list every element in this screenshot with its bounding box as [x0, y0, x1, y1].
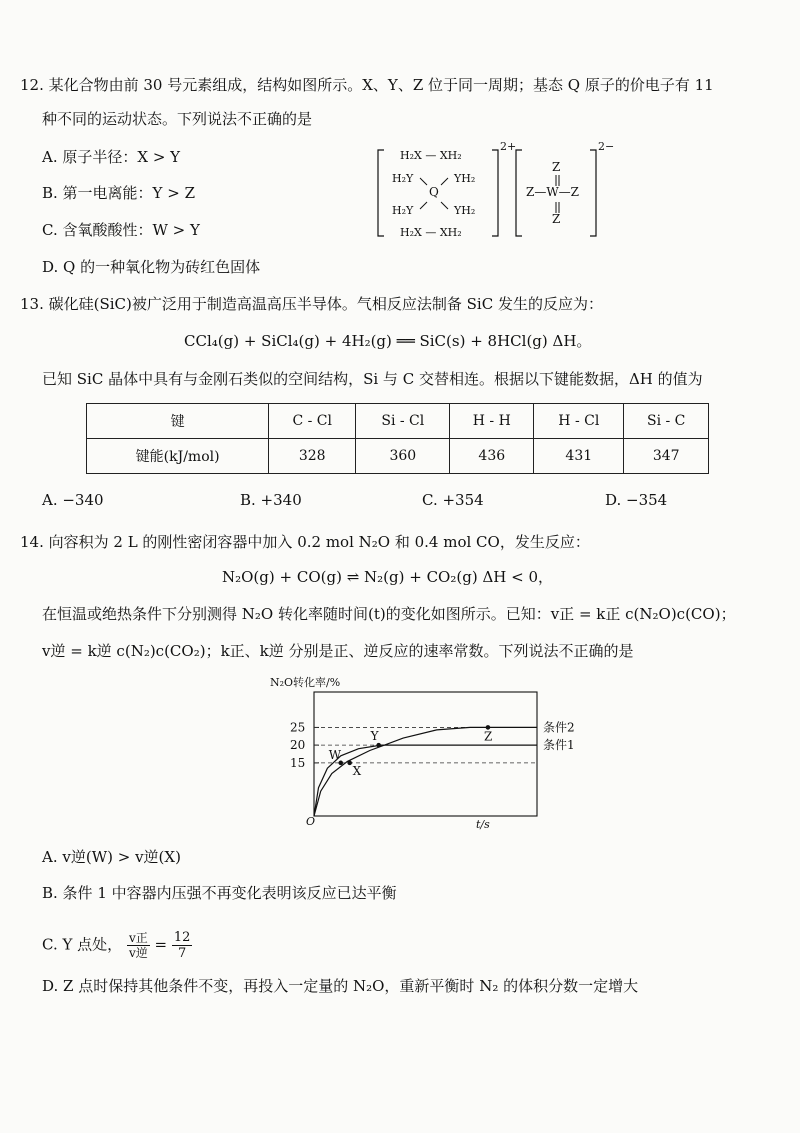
q14-equation: N₂O(g) + CO(g) ⇌ N₂(g) + CO₂(g) ΔH < 0，: [222, 568, 554, 586]
value-fraction: [172, 930, 193, 961]
q13-option-a: A. −340: [42, 491, 104, 509]
anion-charge: 2−: [598, 140, 615, 153]
y-tick-label: 20: [290, 738, 306, 753]
table-cell: 347: [624, 439, 709, 474]
cation-right-bottom-ligand: YH₂: [454, 204, 476, 217]
bond-energy-table: [86, 403, 709, 474]
cation-charge: 2+: [500, 140, 517, 153]
point-label: W: [328, 747, 342, 762]
anion-top-atom: Z: [552, 160, 561, 174]
option-c-prefix: C. Y 点处，: [42, 935, 123, 954]
y-tick-label: 25: [290, 720, 306, 735]
plot-frame: [314, 692, 537, 816]
table-cell: 328: [269, 439, 356, 474]
y-tick-label: 15: [290, 755, 306, 770]
rate-ratio-fraction: [127, 931, 150, 960]
q14-option-d: D. Z 点时保持其他条件不变，再投入一定量的 N₂O，重新平衡时 N₂ 的体积分数一定增大: [42, 977, 639, 995]
q13-equation: CCl₄(g) + SiCl₄(g) + 4H₂(g) ══ SiC(s) + 8HCl(g) ΔH。: [184, 332, 592, 350]
q14-text2: 在恒温或绝热条件下分别测得 N₂O 转化率随时间(t)的变化如图所示。已知：v正 = k正 c(N₂O)c(CO)；: [42, 605, 736, 623]
table-cell: 键能(kJ/mol): [87, 439, 269, 474]
q14-stem: 14. 向容积为 2 L 的刚性密闭容器中加入 0.2 mol N₂O 和 0.4 mol CO，发生反应：: [20, 533, 590, 551]
table-cell: 360: [356, 439, 450, 474]
table-cell: Si - C: [624, 404, 709, 439]
x-axis-label: t/s: [476, 818, 490, 831]
q12-option-c: C. 含氧酸酸性：W > Y: [42, 221, 200, 239]
table-cell: 436: [450, 439, 534, 474]
q12-stem-line2: 种不同的运动状态。下列说法不正确的是: [42, 110, 313, 128]
q14-option-c: [42, 930, 192, 961]
cation-left-top-ligand: H₂Y: [392, 172, 414, 185]
value-numerator: 12: [173, 930, 191, 945]
equals-sign: =: [154, 935, 168, 954]
anion-middle-row: Z—W—Z: [526, 185, 580, 199]
fraction-denominator: v逆: [128, 946, 148, 960]
q12-option-a: A. 原子半径：X > Y: [42, 148, 181, 166]
point-label: Z: [483, 729, 493, 744]
anion-bottom-atom: Z: [552, 212, 561, 226]
table-row: [87, 439, 709, 474]
value-denominator: 7: [177, 946, 187, 961]
data-point: [376, 743, 381, 748]
center-atom-q: Q: [429, 185, 439, 199]
table-cell: C - Cl: [269, 404, 356, 439]
table-header-row: [87, 404, 709, 439]
conversion-chart: [262, 672, 575, 832]
cation-left-bottom-ligand: H₂Y: [392, 204, 414, 217]
point-label: Y: [370, 729, 379, 744]
q12-option-d: D. Q 的一种氧化物为砖红色固体: [42, 258, 261, 276]
table-cell: Si - Cl: [356, 404, 450, 439]
point-label: X: [352, 763, 362, 778]
q13-option-c: C. +354: [422, 491, 484, 509]
q14-option-a: A. v逆(W) > v逆(X): [42, 848, 181, 866]
origin-label: O: [306, 815, 316, 828]
q14-text3: v逆 = k逆 c(N₂)c(CO₂)；k正、k逆 分别是正、逆反应的速率常数。下列说法不正确的是: [42, 642, 634, 660]
q12-option-b: B. 第一电离能：Y > Z: [42, 184, 195, 202]
q14-option-b: B. 条件 1 中容器内压强不再变化表明该反应已达平衡: [42, 884, 397, 902]
table-cell: H - H: [450, 404, 534, 439]
cation-bottom-ligand: H₂X — XH₂: [400, 226, 462, 239]
chart-svg: [262, 672, 575, 832]
series-label: 条件2: [543, 720, 575, 735]
table-cell: H - Cl: [534, 404, 624, 439]
table-cell: 431: [534, 439, 624, 474]
series-line-1: [314, 727, 537, 816]
data-point: [347, 761, 352, 766]
fraction-numerator: v正: [128, 931, 148, 945]
cation-top-ligand: H₂X — XH₂: [400, 149, 462, 162]
cation-right-top-ligand: YH₂: [454, 172, 476, 185]
q13-option-b: B. +340: [240, 491, 302, 509]
series-line-2: [314, 745, 537, 816]
table-cell: 键: [87, 404, 269, 439]
q13-stem: 13. 碳化硅(SiC)被广泛用于制造高温高压半导体。气相反应法制备 SiC 发生的反应为：: [20, 295, 603, 313]
q13-option-d: D. −354: [605, 491, 668, 509]
complex-structure-figure: [370, 140, 615, 250]
q12-stem-line1: 12. 某化合物由前 30 号元素组成，结构如图所示。X、Y、Z 位于同一周期；基态 Q 原子的价电子有 11: [20, 76, 714, 94]
series-label: 条件1: [543, 738, 575, 753]
q13-text2: 已知 SiC 晶体中具有与金刚石类似的空间结构，Si 与 C 交替相连。根据以下键能数据，ΔH 的值为: [42, 370, 703, 388]
y-axis-label: N₂O转化率/%: [270, 676, 341, 689]
